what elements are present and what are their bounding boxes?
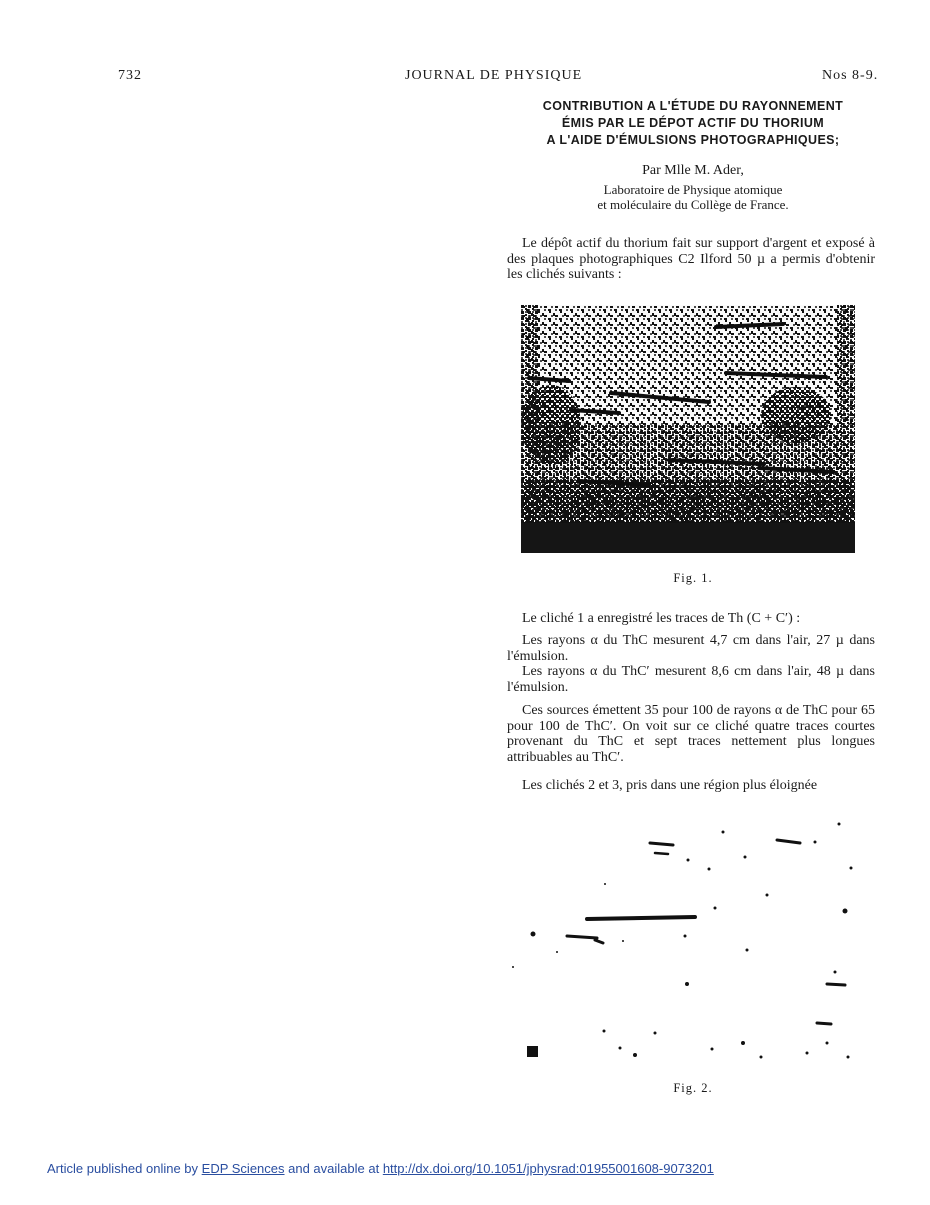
title-line: A L'AIDE D'ÉMULSIONS PHOTOGRAPHIQUES;	[546, 133, 840, 147]
thc-prime-rays-paragraph: Les rayons α du ThC′ mesurent 8,6 cm dans l'air, 48 µ dans l'émulsion.	[507, 664, 875, 695]
cliche-1-paragraph: Le cliché 1 a enregistré les traces de Th (C + C′) :	[522, 611, 801, 626]
publisher-link[interactable]: EDP Sciences	[201, 1161, 285, 1176]
figure-2-caption: Fig. 2.	[673, 1081, 713, 1095]
issue-number: Nos 8-9.	[822, 68, 879, 83]
intro-paragraph: Le dépôt actif du thorium fait sur support d'argent et exposé à des plaques photographiques C2 Ilford 50 µ a permis d'obtenir les clichés suivants :	[507, 236, 875, 282]
page-number: 732	[118, 68, 142, 83]
publication-footer	[47, 1161, 714, 1176]
author-line: Par Mlle M. Ader,	[642, 163, 744, 178]
affiliation-line: et moléculaire du Collège de France.	[597, 197, 789, 212]
thc-rays-paragraph: Les rayons α du ThC mesurent 4,7 cm dans l'air, 27 µ dans l'émulsion.	[507, 633, 875, 664]
footer-prefix: Article published online by	[47, 1161, 202, 1176]
doi-link[interactable]: http://dx.doi.org/10.1051/jphysrad:01955001608-9073201	[382, 1161, 714, 1176]
footer-middle: and available at	[284, 1161, 383, 1176]
figure-1-photograph	[521, 305, 855, 553]
article-title	[508, 98, 878, 149]
cliches-2-3-paragraph: Les clichés 2 et 3, pris dans une région plus éloignée	[522, 778, 818, 793]
sources-paragraph: Ces sources émettent 35 pour 100 de rayons α de ThC pour 65 pour 100 de ThC′. On voit sur ce cliché quatre traces courtes provenant du ThC et sept traces nettement plus longues attribuables au ThC′.	[507, 703, 875, 765]
affiliation	[508, 182, 878, 212]
title-line: CONTRIBUTION A L'ÉTUDE DU RAYONNEMENT	[542, 99, 844, 113]
figure-2-photograph	[505, 812, 861, 1070]
affiliation-line: Laboratoire de Physique atomique	[603, 182, 783, 197]
title-line: ÉMIS PAR LE DÉPOT ACTIF DU THORIUM	[561, 116, 825, 130]
journal-name: JOURNAL DE PHYSIQUE	[405, 68, 583, 83]
figure-1-caption: Fig. 1.	[673, 571, 713, 585]
